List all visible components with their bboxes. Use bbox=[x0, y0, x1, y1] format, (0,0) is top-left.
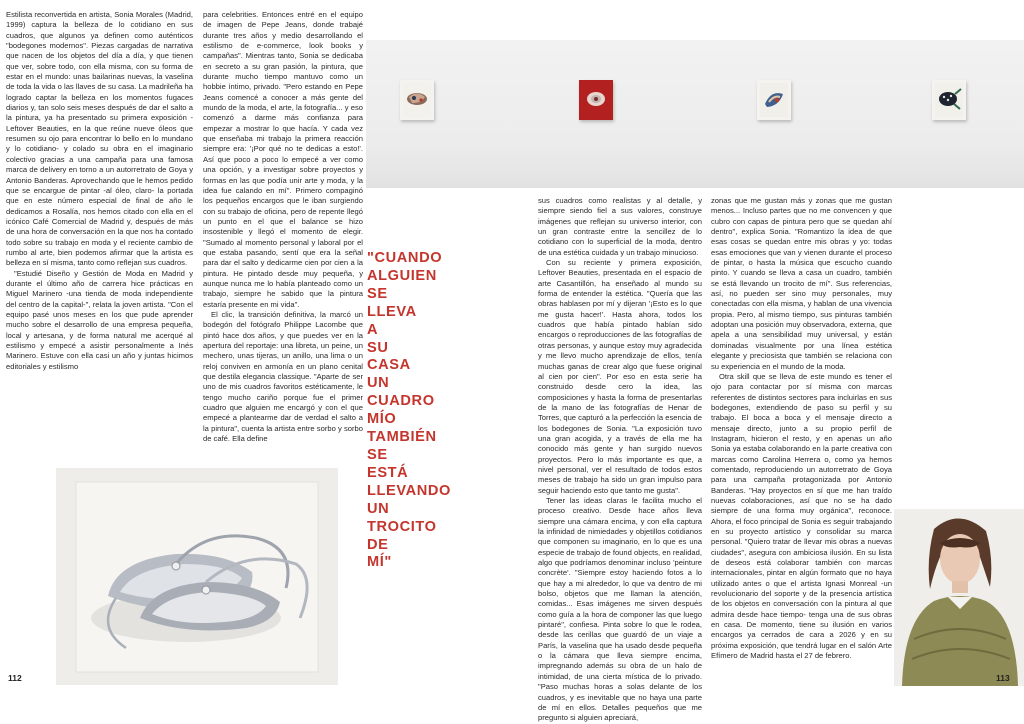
paragraph: Estilista reconvertida en artista, Sonia Morales (Madrid, 1999) captura la belleza de lo cotidiano en sus cuadros, que algunos ya definen como auténticos "bodegones modernos". Piezas cargadas de narrativa que nacen de los objetos del día a día, y que tienen que ver, sobre todo, con ella misma, con su forma de estar en el mundo: unas bailarinas nuevas, la vaselina de toda la vida o las llaves de su casa. La madrileña ha logrado captar la belleza en los momentos fugaces diarios y, tan solo seis meses después de dar el salto a la pintura, ya ha presentado su primera exposición -Leftover Beauties, en la que reúne nueve óleos que resumen su ojo para encontrar lo bello en lo mundano y lo cotidiano- y colado su obra en el imaginario colectivo gracias a una campaña para una famosa marca de delivery en torno a un autorretrato de Goya y Antonio Banderas. Aprovechando que le hemos pedido que se encargue de pintar -al óleo, claro- la portada que en este número especial de final de año le dedicamos a Rosalía, nos hemos citado con ella en el icónico Café Comercial de Madrid y, después de más de una hora de conversación en la que nos ha contado todo sobre su trabajo en moda y el reciente cambio de rumbo al arte, bien podemos afirmar que la artista es belleza en sí misma, tanto como reflejan sus cuadros. bbox=[6, 10, 193, 268]
paragraph: para celebrities. Entonces entré en el equipo de imagen de Pepe Jeans, donde trabajé durante tres años y medio desarrollando el estilismo de e-commerce, look books y campañas". Mientras tanto, Sonia se dedicaba en secreto a su gran pasión, la pintura, que durante mucho tiempo mantuvo como un hobbie íntimo, privado. "Pero estando en Pepe Jeans comencé a conocer a más gente del mundo de la moda, el arte, la fotografía... y eso comenzó a darme más confianza para empezar a mostrar lo que hacía. Y cada vez que enseñaba mi trabajo la primera reacción siempre era: '¡Por qué no te dedicas a esto!'. Así que poco a poco lo empecé a ver como una opción, y a investigar sobre proyectos y formas en las que podía unir arte y moda, y la idea fue calando en mí". Primero compaginó los pequeños encargos que le iban surgiendo con su trabajo de oficina, pero de repente llegó un punto en el que el balance se hizo insostenible y llegó el momento de elegir. "Sumado al momento personal y laboral por el que estaba pasando, sentí que era la señal para dar el salto y dedicarme cien por cien a la pintura. He pintado desde muy pequeña, y aunque nunca me lo había planteado como un trabajo, siempre he sabido que la pintura estaría presente en mi vida". bbox=[203, 10, 363, 309]
page-number-left: 112 bbox=[8, 673, 22, 683]
paragraph: El clic, la transición definitiva, la marcó un bodegón del fotógrafo Philippe Lacombe que pintó hace dos años, y que puedes ver en la apertura del reportaje: una libreta, un peine, un mechero, unas tijeras, un anillo, una lima o un reloj conviven en armonía en un plano cenital que destila elegancia classique. "Aparte de ser uno de mis cuadros favoritos estéticamente, le tengo mucho cariño porque fue el primer cuadro que alguien me encargó y con el que empecé a plantearme dar de verdad el salto a la pintura", cuenta la artista entre sorbo y sorbo de café. Ella define bbox=[203, 309, 363, 444]
article-column-4 bbox=[711, 196, 892, 661]
framed-painting-3 bbox=[757, 80, 791, 120]
paragraph: zonas que me gustan más y zonas que me gustan menos... Incluso partes que no me convencen y que cubro con capas de pintura pero que se quedan ahí dentro", explica Sonia. "Romantizo la idea de que esas cosas se quedan entre mis obras y yo: todas esas emociones que van y vienen durante el proceso de pintar, o hasta la música que escucho cuando pinto. Y cuando se lleva a casa un cuadro, también se está llevando un trocito de mí". Sus referencias, así, no pueden ser sino muy personales, muy conectadas con ella misma, y hablan de una vivencia propia. Pero, al mismo tiempo, sus pinturas también adoptan una posición muy observadora, externa, que apela a una sensibilidad muy universal, y están dominadas visualmente por una línea estética elegante y preciosista que también se relaciona con su experiencia en el mundo de la moda. bbox=[711, 196, 892, 371]
gallery-wall-photo bbox=[366, 40, 1024, 188]
paragraph: Tener las ideas claras le facilita mucho el proceso creativo. Desde hace años lleva siempre una cámara encima, y con ella captura la infinidad de nimiedades y objetillos cotidianos que componen su imaginario, en lo que es una especie de trabajo de found objects, en realidad, algo que podríamos denominar incluso 'peinture concrète'. "Siempre estoy haciendo fotos a lo que hay a mi alrededor, lo que va dentro de mi bolso, objetos que me llaman la atención, comidas... Esas imágenes me sirven después como guía a la hora de componer las que luego pintaré", confiesa. Pinta sobre lo que le rodea, desde las cerillas que guardó de un viaje a París, la vaselina que ha usado desde pequeña o la cámara que lleva siempre encima, impregnando además su obra de un halo de intimidad, de una cierta mística de lo privado. "Paso muchas horas a solas delante de los cuadros, y es inevitable que no haya una parte de mí en ellos. Detalles pequeños que me pregunto si alguien apreciará, bbox=[538, 495, 702, 723]
framed-painting-1 bbox=[400, 80, 434, 120]
paragraph: Con su reciente y primera exposición, Leftover Beauties, presentada en el espacio de arte Casantillón, ha enseñado al mundo su forma de entender la estética. "Quería que las obras hablasen por mí y dijeran '¡Esto es lo que me gusta hacer!'. Hasta ahora, todos los cuadros que había pintado habían sido encargos o reproducciones de las fotografías de otras personas, y aunque estoy muy agradecida y me llevo mucho aprendizaje de ellos, tenía muchas ganas de crear algo que fuese original al cien por cien". Por eso en esta serie ha construido desde cero la idea, las composiciones y hasta la forma de presentarlas de la mano de las fotografías de Henar de Torres, que capturó a la perfección la esencia de los bodegones de Sonia. "La exposición tuvo una gran acogida, y a través de ella me ha conocido más gente y han surgido nuevos proyectos. Pero lo más importante es que, a nivel personal, ver el resultado de todos estos meses de trabajo ha sido un gran impulso para seguir haciendo esto que tanto me gusta". bbox=[538, 258, 702, 495]
paragraph: Otra skill que se lleva de este mundo es tener el ojo para contactar por sí misma con marcas referentes de distintos sectores para incluirlas en sus bodegones, extendiendo de paso su perfil y su trabajo. El boca a boca y el mensaje directo a mensaje directo, junto a su propio perfil de Instagram, hicieron el resto, y en apenas un año Sonia ya estaba colaborando en la parte creativa con marcas como Carolina Herrera o, como ya hemos comentado, reproduciendo un autorretrato de Goya para una campaña protagonizada por Antonio Banderas. "Hay proyectos en sí que me han traído nuevas colaboraciones, así que no se ha dado siempre de una forma muy orgánica", reconoce. Ahora, el foco principal de Sonia es seguir trabajando en su proyecto artístico y consolidar su marca personal. "Quiero tratar de llevar mis obras a nuevas ciudades", asegura con ambiciosa ilusión. En su lista de deseos está colaborar también con marcas internacionales, pintar en algún formato que no haya utilizado antes o que el artista Ignasi Monreal -un revolucionario del soporte y de la presencia artística de los objetos en conversación con la pintura al que admira desde hace tiempo- tenga una de sus obras en casa. De momento, tiene su ilusión en varios encargos ya cerrados de cara a 2026 y en su próxima exposición, que tendrá lugar en el salón Arte Efímero de Madrid hasta el 27 de febrero. bbox=[711, 371, 892, 661]
paragraph: sus cuadros como realistas y al detalle, y siempre siendo fiel a sus valores, construye imágenes que reflejan su universo interior, con un gran contraste entre la sencillez de lo cotidiano con lo superficial de la moda, dentro de una estética cuidada y un trabajo minucioso. bbox=[538, 196, 702, 257]
article-column-2 bbox=[203, 10, 363, 444]
article-column-3 bbox=[538, 196, 702, 724]
framed-painting-4 bbox=[932, 80, 966, 120]
pull-quote: "CUANDO ALGUIEN SE LLEVA A SU CASA UN CUADRO MÍO TAMBIÉN SE ESTÁ LLEVANDO UN TROCITO DE MÍ" bbox=[367, 250, 451, 571]
paragraph: "Estudié Diseño y Gestión de Moda en Madrid y durante el último año de carrera hice prácticas en Miguel Marinero -una tienda de moda independiente del centro de la capital-", relata la joven artista. "Con el equipo pasé unos meses en los que pude aprender mucho sobre el desarrollo de una empresa pequeña, local y artesana, y de forma natural me acerqué al estilismo y empecé a asistir personalmente a Inés Marinero. Estuve con ella casi un año y juntas hicimos editoriales y estilismo bbox=[6, 268, 193, 371]
page-number-right: 113 bbox=[996, 673, 1010, 683]
framed-painting-2 bbox=[579, 80, 613, 120]
artist-portrait-photo bbox=[894, 509, 1024, 686]
article-column-1 bbox=[6, 10, 193, 372]
shoes-painting-photo bbox=[56, 468, 338, 685]
